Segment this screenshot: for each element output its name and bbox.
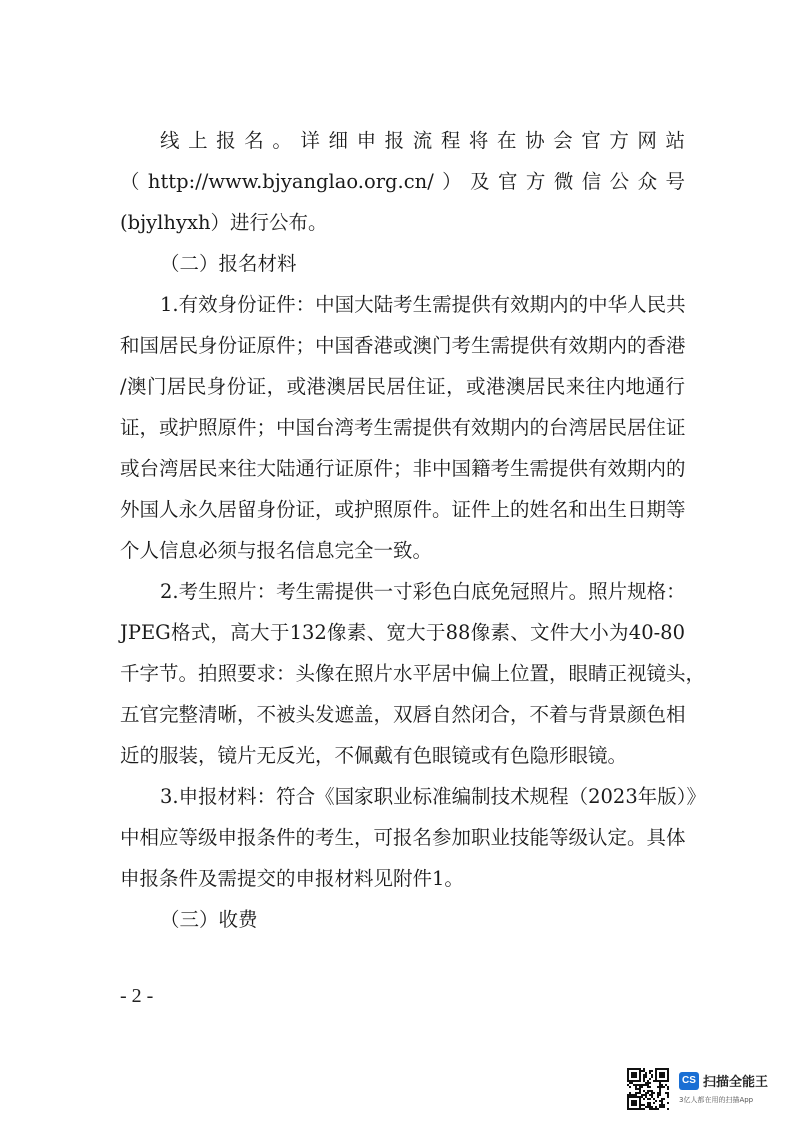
brand-slogan: 3亿人都在用的扫描App bbox=[679, 1096, 754, 1104]
text-line: 中相应等级申报条件的考生，可报名参加职业技能等级认定。具体 bbox=[120, 826, 686, 849]
scanner-watermark bbox=[627, 1068, 777, 1110]
text-line: (bjylhyxh）进行公布。 bbox=[120, 211, 328, 234]
brand-name: 扫描全能王 bbox=[703, 1075, 769, 1090]
text-line: 2.考生照片：考生需提供一寸彩色白底免冠照片。照片规格： bbox=[160, 580, 686, 603]
section-heading: （三）收费 bbox=[160, 908, 258, 931]
text-line: 和国居民身份证原件；中国香港或澳门考生需提供有效期内的香港 bbox=[120, 334, 686, 357]
text-line: JPEG格式，高大于132像素、宽大于88像素、文件大小为40-80 bbox=[120, 621, 685, 644]
qr-code-icon bbox=[627, 1068, 669, 1110]
text-line: /澳门居民身份证，或港澳居民居住证，或港澳居民来往内地通行 bbox=[120, 375, 685, 398]
text-line: 外国人永久居留身份证，或护照原件。证件上的姓名和出生日期等 bbox=[120, 498, 686, 521]
text-line: 或台湾居民来往大陆通行证原件；非中国籍考生需提供有效期内的 bbox=[120, 457, 686, 480]
section-heading: （二）报名材料 bbox=[160, 252, 297, 275]
text-line: 千字节。拍照要求：头像在照片水平居中偏上位置，眼睛正视镜头， bbox=[120, 662, 706, 685]
text-line: 证，或护照原件；中国台湾考生需提供有效期内的台湾居民居住证 bbox=[120, 416, 686, 439]
body-text bbox=[120, 120, 706, 940]
text-line: 近的服装，镜片无反光，不佩戴有色眼镜或有色隐形眼镜。 bbox=[120, 744, 628, 767]
text-line: 五官完整清晰，不被头发遮盖，双唇自然闭合，不着与背景颜色相 bbox=[120, 703, 686, 726]
text-line: 3.申报材料：符合《国家职业标准编制技术规程（2023年版）》 bbox=[160, 785, 706, 808]
camscanner-logo: CS bbox=[679, 1072, 699, 1090]
text-line: （http://www.bjyanglao.org.cn/）及官方微信公众号 bbox=[120, 170, 685, 193]
text-line: 1.有效身份证件：中国大陆考生需提供有效期内的中华人民共 bbox=[160, 293, 686, 316]
page-number: - 2 - bbox=[120, 985, 154, 1007]
text-line: 申报条件及需提交的申报材料见附件1。 bbox=[120, 867, 464, 890]
text-line: 线上报名。详细申报流程将在协会官方网站 bbox=[160, 129, 685, 152]
text-line: 个人信息必须与报名信息完全一致。 bbox=[120, 539, 433, 562]
